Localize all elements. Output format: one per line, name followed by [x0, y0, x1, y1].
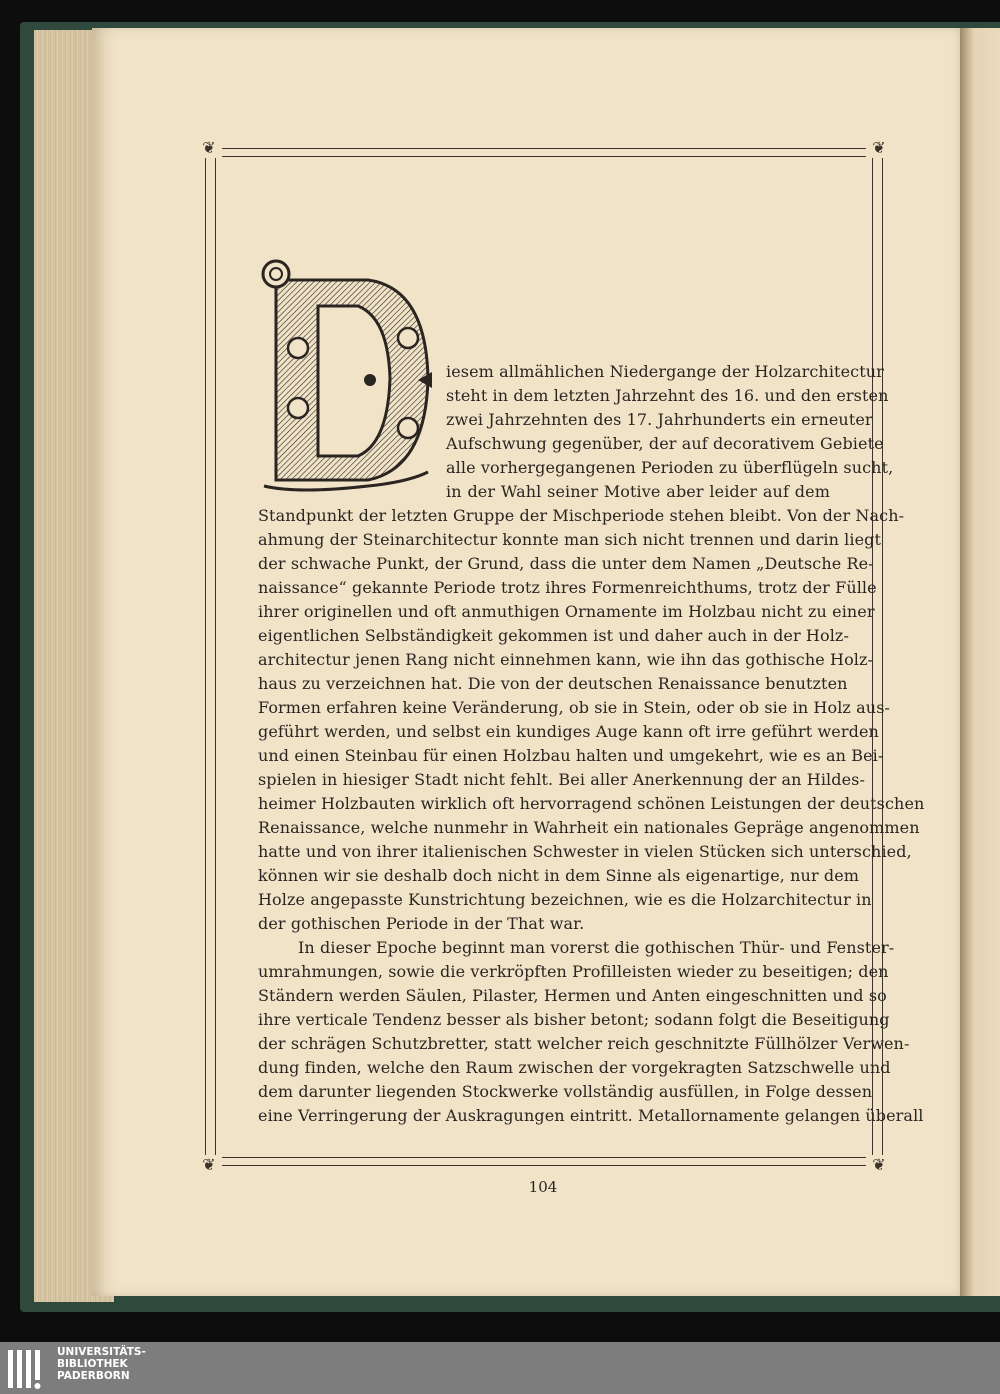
text-line: iesem allmählichen Niedergange der Holzarchitectur: [446, 362, 884, 381]
text-line: naissance“ gekannte Periode trotz ihres Formenreichthums, trotz der Fülle: [258, 578, 877, 597]
page-number: 104: [528, 1178, 558, 1196]
text-line: eine Verringerung der Auskragungen eintritt. Metallornamente gelangen überall: [258, 1106, 924, 1125]
text-line: ahmung der Steinarchitectur konnte man sich nicht trennen und darin liegt: [258, 530, 882, 549]
library-name: [57, 1346, 146, 1382]
text-line: in der Wahl seiner Motive aber leider auf dem: [446, 482, 830, 501]
text-line: der gothischen Periode in der That war.: [258, 914, 585, 933]
text-line: steht in dem letzten Jahrzehnt des 16. und den ersten: [446, 386, 889, 405]
text-line: der schwache Punkt, der Grund, dass die unter dem Namen „Deutsche Re-: [258, 554, 874, 573]
library-name-line: UNIVERSITÄTS-: [57, 1346, 146, 1358]
text-line: ihre verticale Tendenz besser als bisher betont; sodann folgt die Beseitigung: [258, 1010, 890, 1029]
frame-corner-ornament-icon: ❦: [866, 1155, 892, 1175]
text-line: In dieser Epoche beginnt man vorerst die gothischen Thür- und Fenster-: [298, 938, 895, 957]
text-line: Aufschwung gegenüber, der auf decorativem Gebiete: [446, 434, 884, 453]
library-logo-icon: [8, 1346, 52, 1390]
text-line: Ständern werden Säulen, Pilaster, Hermen und Anten eingeschnitten und so: [258, 986, 887, 1005]
text-line: Renaissance, welche nunmehr in Wahrheit ein nationales Gepräge angenommen: [258, 818, 920, 837]
text-line: umrahmungen, sowie die verkröpften Profilleisten wieder zu beseitigen; den: [258, 962, 889, 981]
text-line: architectur jenen Rang nicht einnehmen kann, wie ihn das gothische Holz-: [258, 650, 874, 669]
text-line: zwei Jahrzehnten des 17. Jahrhunderts ein erneuter: [446, 410, 873, 429]
text-line: spielen in hiesiger Stadt nicht fehlt. Bei aller Anerkennung der an Hildes-: [258, 770, 865, 789]
text-line: alle vorhergegangenen Perioden zu überflügeln sucht,: [446, 458, 894, 477]
text-line: Holze angepasste Kunstrichtung bezeichnen, wie es die Holzarchitectur in: [258, 890, 872, 909]
decorative-initial-d-icon: [258, 258, 440, 498]
text-line: der schrägen Schutzbretter, statt welcher reich geschnitzte Füllhölzer Verwen-: [258, 1034, 910, 1053]
text-line: und einen Steinbau für einen Holzbau halten und umgekehrt, wie es an Bei-: [258, 746, 884, 765]
frame-corner-ornament-icon: ❦: [866, 138, 892, 158]
text-line: hatte und von ihrer italienischen Schwester in vielen Stücken sich unterschied,: [258, 842, 912, 861]
text-line: ihrer originellen und oft anmuthigen Ornamente im Holzbau nicht zu einer: [258, 602, 875, 621]
text-line: Formen erfahren keine Veränderung, ob sie in Stein, oder ob sie in Holz aus-: [258, 698, 891, 717]
frame-corner-ornament-icon: ❦: [196, 1155, 222, 1175]
library-name-line: BIBLIOTHEK: [57, 1358, 128, 1370]
text-line: können wir sie deshalb doch nicht in dem Sinne als eigenartige, nur dem: [258, 866, 860, 885]
text-line: geführt werden, und selbst ein kundiges Auge kann oft irre geführt werden: [258, 722, 879, 741]
text-line: haus zu verzeichnen hat. Die von der deutschen Renaissance benutzten: [258, 674, 848, 693]
text-line: dem darunter liegenden Stockwerke vollständig ausfüllen, in Folge dessen: [258, 1082, 873, 1101]
text-line: eigentlichen Selbständigkeit gekommen ist und daher auch in der Holz-: [258, 626, 849, 645]
text-line: dung finden, welche den Raum zwischen der vorgekragten Satzschwelle und: [258, 1058, 891, 1077]
facing-page-edge: [960, 28, 1000, 1296]
library-name-line: PADERBORN: [57, 1370, 130, 1382]
text-line: Standpunkt der letzten Gruppe der Mischperiode stehen bleibt. Von der Nach-: [258, 506, 905, 525]
frame-corner-ornament-icon: ❦: [196, 138, 222, 158]
text-line: heimer Holzbauten wirklich oft hervorragend schönen Leistungen der deutschen: [258, 794, 925, 813]
library-footer-bar: [0, 1342, 1000, 1394]
